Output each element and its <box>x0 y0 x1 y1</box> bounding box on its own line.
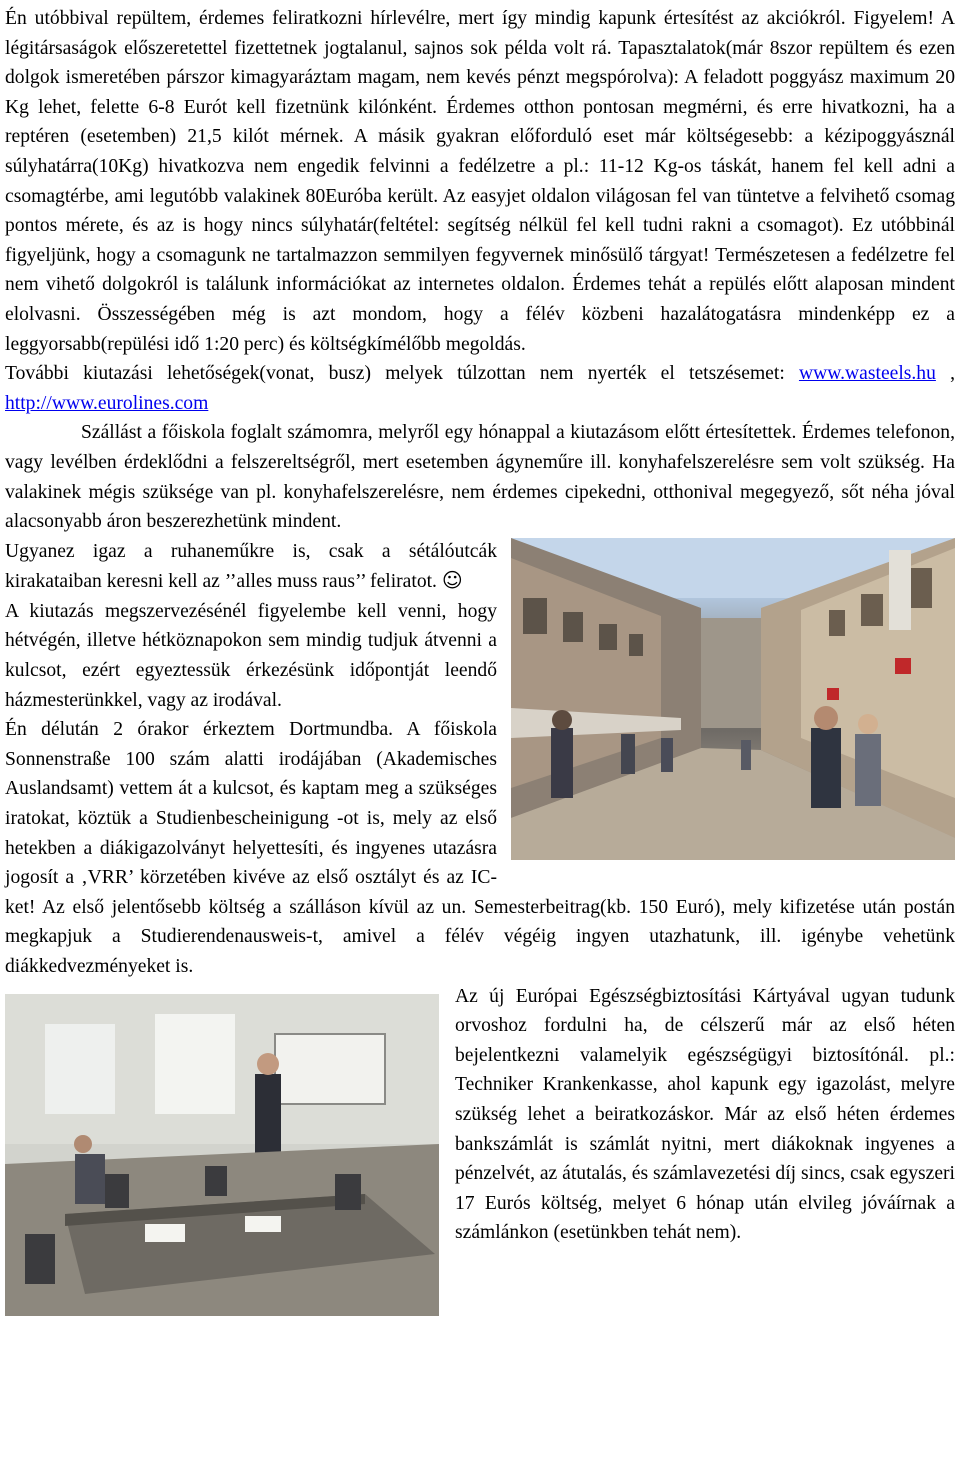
paragraph-accommodation: Szállást a főiskola foglalt számomra, melyről egy hónappal a kiutazásom előtt értesítettek. Érdemes telefonon, vagy levélben érdeklődni a felszereltségről, mert esetemben ágyneműre ill. konyhafelszerelésre sem volt szükség. Ha valakinek mégis szüksége van pl. konyhafelszerelésre, nem érdemes cipekedni, otthonival megegyező, sőt néha jóval alacsonyabb áron beszerezhetünk mindent. <box>5 422 955 533</box>
eurolines-link[interactable]: http://www.eurolines.com <box>5 392 209 414</box>
paragraph-other-travel <box>5 359 955 418</box>
paragraph-arrival: Én délután 2 órakor érkeztem Dortmundba. A főiskola Sonnenstraße 100 szám alatti irodájában (Akademisches Auslandsamt) vettem át a kulcsot, és kaptam meg a szükséges iratokat, köztük a Studienbescheinigung -ot is, mely az első hetekben a diákigazolványt helyettesíti, és ingyenes utazásra jogosít a ‚VRR’ körzetében kivéve az első osztályt és az IC-ket! Az első jelentősebb költség a szálláson kívül az un. Semesterbeitrag(kb. 150 Euró), mely kifizetése után postán megkapjuk a Studierendenausweis-t, amivel a félév végéig ingyen utazhatunk, ill. igénybe vehetünk diákkedvezményeket is. <box>5 719 955 977</box>
smiley-icon: ☺ <box>441 568 463 593</box>
street-photo <box>511 538 955 860</box>
wasteels-link[interactable]: www.wasteels.hu <box>798 363 936 385</box>
document-page <box>5 4 955 1320</box>
paragraph-health-insurance: Az új Európai Egészségbiztosítási Kártyával ugyan tudunk orvoshoz fordulni ha, de célszerű már az első héten bejelentkezni valamelyik egészségügyi biztosítónál. pl.: Techniker Krankenkasse, ahol kapunk egy igazolást, melyre szükség lehet a beiratkozáskor. Már az első héten érdemes bankszámlát is számlát nyitni, mert diákoknak ingyenes a pénzelvét, az átutalás, és számlavezetési díj sincs, csak egyszeri 17 Eurós költség, melyet 6 hónap után elvileg jóváírnak a számlánkon (esetünkben tehát nem). <box>455 985 955 1244</box>
paragraph-flight-tips: Én utóbbival repültem, érdemes feliratkozni hírlevélre, mert így mindig kapunk értesítést az akciókról. Figyelem! A légitársaságok előszeretettel fizettetnek jogtalanul, sajnos sok példa volt rá. Tapasztalatok(már 8szor repültem és ezen dolgok ismeretében párszor kimagyaráztam magam, nem kevés pénzt megspórolva): A feladott poggyász maximum 20 Kg lehet, felette 6-8 Eurót kell fizetnünk kilónként. Érdemes otthon pontosan megmérni, és erre hivatkozni, ha a reptéren (esetemben) 21,5 kilót mérnek. A másik gyakran előforduló eset már költségesebb: a kézipoggyásznál súlyhatárra(10Kg) hivatkozva nem engedik felvinni a fedélzetre a pl.: 11-12 Kg-os táskát, hanem fel kell adni a csomagtérbe, ami legutóbb valakinek 80Euróba került. Az easyjet oldalon világosan fel van tüntetve a felvihető csomag pontos mérete, és az is hogy nincs súlyhatár(feltétel: segítség nélkül fel kell tudni rakni a csomagot). Ez utóbbinál figyeljünk, hogy a csomagunk ne tartalmazzon semmilyen fegyvernek minősülő tárgyat! Természetesen a fedélzetre fel nem vihető dolgokról is találunk információkat az internetes oldalon. Érdemes tehát a repülés előtt alaposan mindent elolvasni. Összességében még is azt mondom, hogy a félév közbeni hazalátogatásra mindenképp ez a leggyorsabb(repülési idő 1:20 perc) és költségkímélőbb megoldás. <box>5 8 955 355</box>
classroom-photo <box>5 994 439 1316</box>
link-separator: , <box>935 363 955 385</box>
paragraph-arrival-planning: A kiutazás megszervezésénél figyelembe kell venni, hogy hétvégén, illetve hétköznapokon sem mindig tudjuk átvenni a kulcsot, ezért egyeztessük érkezésünk időpontját leendő házmesterünkkel, vagy az irodával. <box>5 600 497 711</box>
street-photo-drawing <box>511 538 955 860</box>
other-travel-text: További kiutazási lehetőségek(vonat, busz) melyek túlzottan nem nyerték el tetszésemet: <box>5 363 799 385</box>
classroom-photo-drawing <box>5 994 439 1316</box>
clothing-text: Ugyanez igaz a ruhaneműkre is, csak a sétálóutcák kirakataiban keresni kell az ’’alles muss raus’’ feliratot. <box>5 540 497 593</box>
